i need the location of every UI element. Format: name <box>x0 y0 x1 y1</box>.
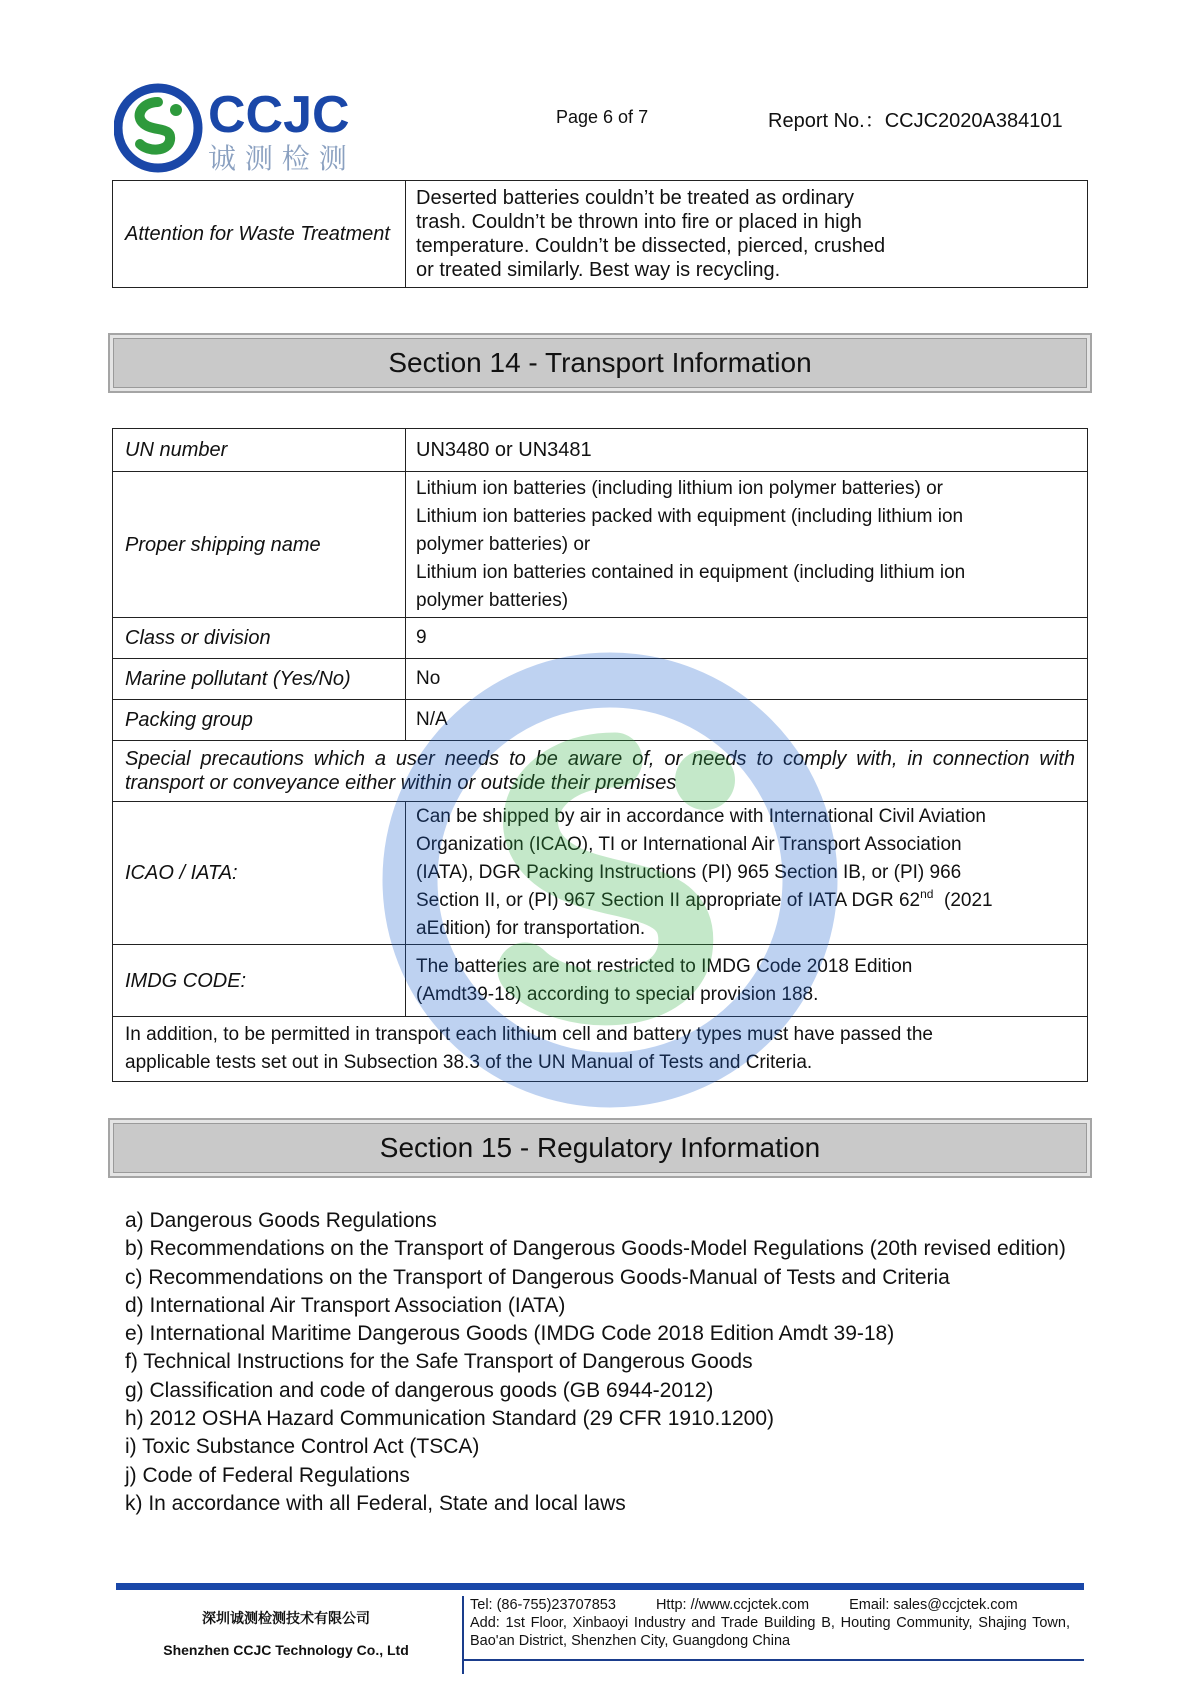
icao-line: Can be shipped by air in accordance with International Civil Aviation <box>416 806 986 827</box>
table-row <box>113 429 1088 472</box>
waste-value <box>406 181 1088 288</box>
footer-address: Add: 1st Floor, Xinbaoyi Industry and Trade Building B, Houting Community, Shajing Town, Bao'an District, Shenzhen City, Guangdong China <box>470 1615 1070 1649</box>
footer-vertical-rule <box>462 1596 464 1674</box>
footer-tel: Tel: (86-755)23707853 <box>470 1597 616 1613</box>
waste-line: trash. Couldn’t be thrown into fire or placed in high <box>416 211 862 233</box>
addition-line: In addition, to be permitted in transport each lithium cell and battery types must have passed the <box>125 1024 933 1045</box>
section-15-heading: Section 15 - Regulatory Information <box>108 1118 1092 1178</box>
icao-line-text: (2021 <box>933 890 993 911</box>
icao-iata-value <box>406 802 1088 945</box>
table-row <box>113 700 1088 741</box>
shipping-name-line: Lithium ion batteries (including lithium ion polymer batteries) or <box>416 477 943 499</box>
regulations-list <box>125 1207 1085 1518</box>
shipping-name-line: polymer batteries) or <box>416 533 591 555</box>
report-number: Report No.：CCJC2020A384101 <box>768 110 1063 132</box>
imdg-line: (Amdt39-18) according to special provision 188. <box>416 983 819 1005</box>
additional-requirements <box>113 1017 1088 1082</box>
list-item: b) Recommendations on the Transport of Dangerous Goods-Model Regulations (20th revised edition) <box>125 1237 1066 1261</box>
shipping-name-value <box>406 472 1088 618</box>
company-name-chinese: 深圳诚测检测技术有限公司 <box>202 1610 370 1626</box>
icao-iata-label: ICAO / IATA: <box>113 802 406 945</box>
list-item: k) In accordance with all Federal, State and local laws <box>125 1491 626 1515</box>
ccjc-logo <box>114 80 394 175</box>
table-row <box>113 181 1088 288</box>
section-14-heading: Section 14 - Transport Information <box>108 333 1092 393</box>
icao-line <box>416 887 1077 915</box>
footer-contact <box>470 1596 1070 1650</box>
table-row <box>113 659 1088 700</box>
shipping-name-label: Proper shipping name <box>113 472 406 618</box>
logo-chinese-text: 诚 测 检 测 <box>208 142 347 175</box>
addition-line: applicable tests set out in Subsection 38.3 of the UN Manual of Tests and Criteria. <box>125 1052 813 1073</box>
shipping-name-line: Lithium ion batteries packed with equipment (including lithium ion <box>416 505 964 527</box>
marine-pollutant-label: Marine pollutant (Yes/No) <box>113 659 406 700</box>
marine-pollutant-value: No <box>406 659 1088 700</box>
footer-divider <box>116 1583 1084 1590</box>
class-label: Class or division <box>113 618 406 659</box>
waste-line: temperature. Couldn’t be dissected, pierced, crushed <box>416 235 886 257</box>
superscript: nd <box>920 887 934 901</box>
shipping-name-line: Lithium ion batteries contained in equipment (including lithium ion <box>416 561 966 583</box>
list-item: f) Technical Instructions for the Safe Transport of Dangerous Goods <box>125 1350 753 1374</box>
table-row <box>113 618 1088 659</box>
logo-text: CCJC <box>208 86 350 144</box>
transport-table <box>112 428 1088 1082</box>
icao-line-text: Section II, or (PI) 967 Section II appropriate of IATA DGR 62 <box>416 890 921 911</box>
icao-line: (IATA), DGR Packing Instructions (PI) 965 Section IB, or (PI) 966 <box>416 862 962 883</box>
contact-row <box>470 1596 1070 1614</box>
page-header <box>0 0 1191 180</box>
icao-line: Organization (ICAO), TI or International Air Transport Association <box>416 834 962 855</box>
waste-line: or treated similarly. Best way is recycling. <box>416 259 781 281</box>
list-item: c) Recommendations on the Transport of Dangerous Goods-Manual of Tests and Criteria <box>125 1265 950 1289</box>
imdg-value <box>406 945 1088 1017</box>
footer-website[interactable]: Http: //www.ccjctek.com <box>655 1597 810 1613</box>
list-item: h) 2012 OSHA Hazard Communication Standard (29 CFR 1910.1200) <box>125 1407 775 1431</box>
list-item: d) International Air Transport Association (IATA) <box>125 1293 566 1317</box>
company-name-english: Shenzhen CCJC Technology Co., Ltd <box>163 1642 409 1658</box>
special-precautions: Special precautions which a user needs to be aware of, or needs to comply with, in connection with transport or conveyance either within or outside their premises <box>113 741 1088 802</box>
packing-group-value: N/A <box>406 700 1088 741</box>
imdg-line: The batteries are not restricted to IMDG Code 2018 Edition <box>416 955 913 977</box>
packing-group-label: Packing group <box>113 700 406 741</box>
shipping-name-line: polymer batteries) <box>416 589 569 611</box>
un-number-value: UN3480 or UN3481 <box>406 429 1088 472</box>
table-row <box>113 472 1088 618</box>
waste-label: Attention for Waste Treatment <box>113 181 406 288</box>
table-row <box>113 741 1088 802</box>
class-value: 9 <box>406 618 1088 659</box>
table-row <box>113 1017 1088 1082</box>
footer-email[interactable]: Email: sales@ccjctek.com <box>849 1597 1018 1613</box>
footer-horizontal-rule <box>462 1659 1084 1661</box>
table-row <box>113 802 1088 945</box>
page-number: Page 6 of 7 <box>556 107 649 127</box>
icao-line: aEdition) for transportation. <box>416 918 646 939</box>
table-row <box>113 945 1088 1017</box>
waste-line: Deserted batteries couldn’t be treated as ordinary <box>416 187 855 209</box>
list-item: g) Classification and code of dangerous goods (GB 6944-2012) <box>125 1378 714 1402</box>
waste-treatment-table <box>112 180 1088 288</box>
footer-company <box>116 1600 456 1658</box>
list-item: i) Toxic Substance Control Act (TSCA) <box>125 1435 480 1459</box>
list-item: e) International Maritime Dangerous Goods (IMDG Code 2018 Edition Amdt 39-18) <box>125 1322 895 1346</box>
imdg-label: IMDG CODE: <box>113 945 406 1017</box>
list-item: j) Code of Federal Regulations <box>125 1463 410 1487</box>
list-item: a) Dangerous Goods Regulations <box>125 1209 437 1232</box>
un-number-label: UN number <box>113 429 406 472</box>
